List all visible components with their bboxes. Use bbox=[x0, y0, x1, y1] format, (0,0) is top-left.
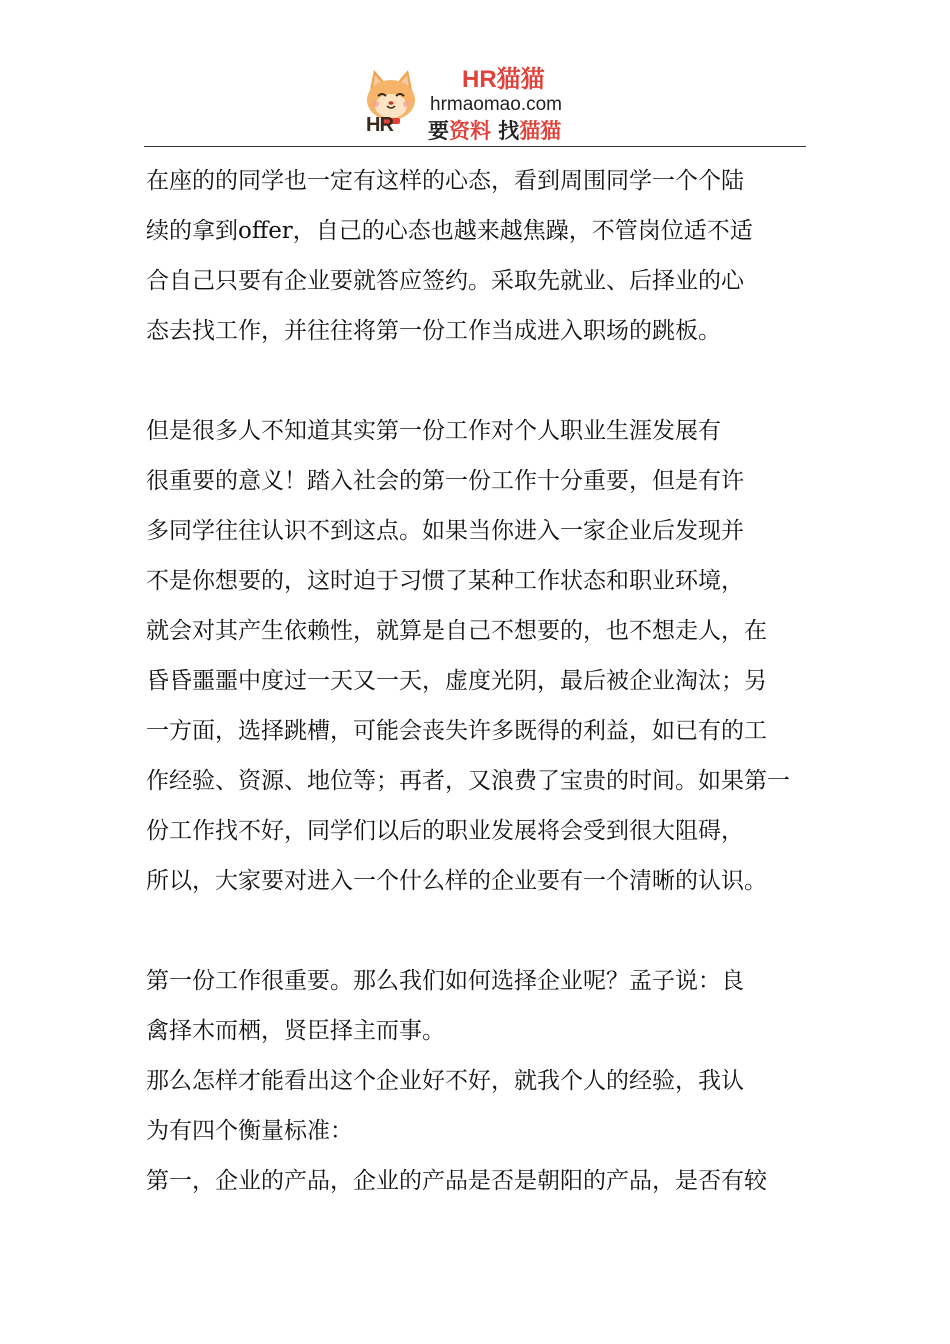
paragraph-gap bbox=[146, 906, 826, 956]
logo-hr-mark: HR bbox=[366, 114, 393, 136]
text-line: 很重要的意义！踏入社会的第一份工作十分重要，但是有许 bbox=[146, 468, 744, 494]
text-line: 第一，企业的产品，企业的产品是否是朝阳的产品，是否有较 bbox=[146, 1168, 767, 1194]
text-line: 作经验、资源、地位等；再者，又浪费了宝贵的时间。如果第一 bbox=[146, 768, 790, 794]
text-line: 但是很多人不知道其实第一份工作对个人职业生涯发展有 bbox=[146, 418, 721, 444]
paragraph-gap bbox=[146, 356, 826, 406]
slogan-part: 猫猫 bbox=[519, 119, 562, 143]
text-line: 就会对其产生依赖性，就算是自己不想要的，也不想走人，在 bbox=[146, 618, 767, 644]
text-line: 不是你想要的，这时迫于习惯了某种工作状态和职业环境， bbox=[146, 568, 744, 594]
brand-slogan bbox=[428, 118, 561, 144]
slogan-part: 资料 bbox=[449, 119, 491, 143]
brand-url: hrmaomao.com bbox=[430, 94, 562, 115]
text-line: 份工作找不好，同学们以后的职业发展将会受到很大阻碍， bbox=[146, 818, 744, 844]
text-line: 为有四个衡量标准： bbox=[146, 1118, 353, 1144]
text-line: 一方面，选择跳槽，可能会丧失许多既得的利益，如已有的工 bbox=[146, 718, 767, 744]
brand-name: HR猫猫 bbox=[462, 66, 545, 93]
text-line: 合自己只要有企业要就答应签约。采取先就业、后择业的心 bbox=[146, 268, 744, 294]
paragraph bbox=[146, 406, 826, 906]
document-body bbox=[146, 156, 826, 1206]
text-line: 那么怎样才能看出这个企业好不好，就我个人的经验，我认 bbox=[146, 1068, 744, 1094]
text-line: 态去找工作，并往往将第一份工作当成进入职场的跳板。 bbox=[146, 318, 721, 344]
text-line: 第一份工作很重要。那么我们如何选择企业呢？孟子说：良 bbox=[146, 968, 744, 994]
slogan-part: 找 bbox=[491, 119, 520, 143]
text-line: 在座的的同学也一定有这样的心态，看到周围同学一个个陆 bbox=[146, 168, 744, 194]
text-line: 所以，大家要对进入一个什么样的企业要有一个清晰的认识。 bbox=[146, 868, 767, 894]
header-divider bbox=[144, 146, 806, 147]
page-header bbox=[0, 0, 950, 150]
text-line: 昏昏噩噩中度过一天又一天，虚度光阴，最后被企业淘汰；另 bbox=[146, 668, 767, 694]
text-line: 禽择木而栖，贤臣择主而事。 bbox=[146, 1018, 445, 1044]
text-line: 续的拿到offer，自己的心态也越来越焦躁，不管岗位适不适 bbox=[146, 218, 753, 244]
paragraph bbox=[146, 156, 826, 356]
text-line: 多同学往往认识不到这点。如果当你进入一家企业后发现并 bbox=[146, 518, 744, 544]
slogan-part: 要 bbox=[428, 119, 449, 143]
paragraph bbox=[146, 956, 826, 1206]
